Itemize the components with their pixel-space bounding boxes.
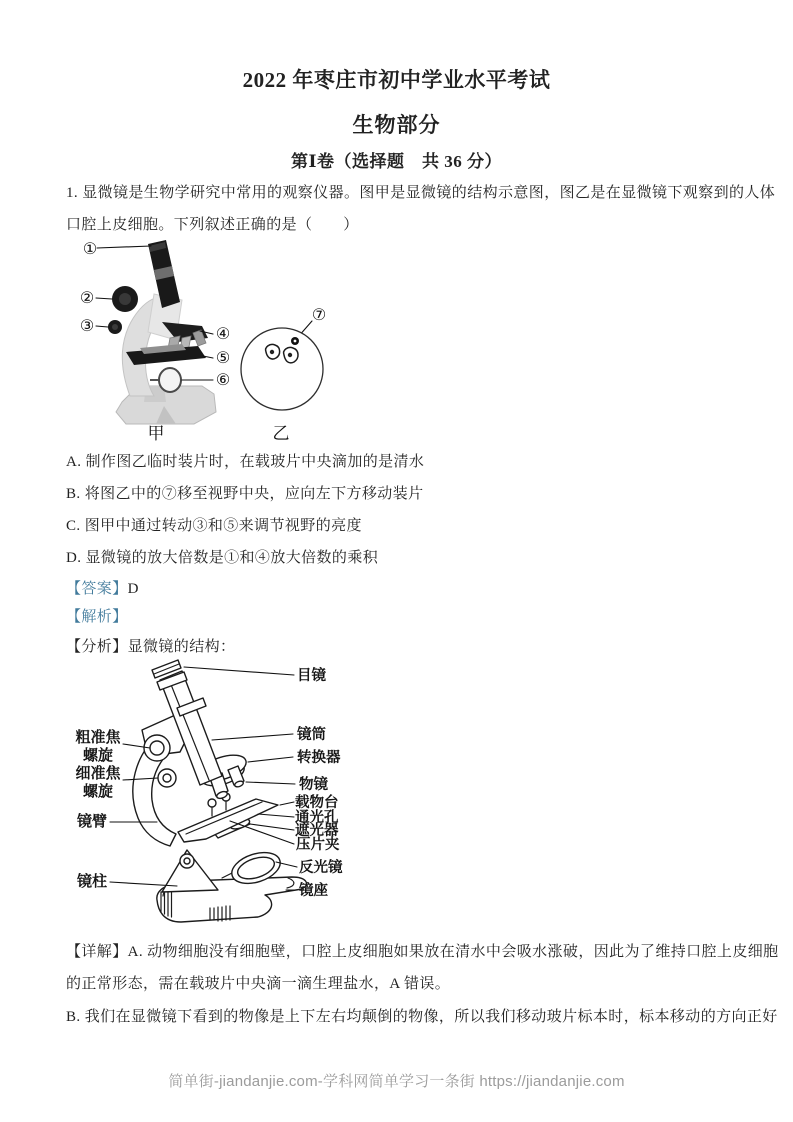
answer-line bbox=[66, 577, 728, 598]
label-coarse-focus-line1: 粗准焦 bbox=[75, 730, 121, 746]
label-eyepiece: 目镜 bbox=[297, 668, 326, 684]
option-a: A. 制作图乙临时装片时，在载玻片中央滴加的是清水 bbox=[66, 454, 425, 470]
microscope-line-art bbox=[133, 660, 307, 922]
question-text-line1: 1. 显微镜是生物学研究中常用的观察仪器。图甲是显微镜的结构示意图，图乙是在显微镜下观察到的人体 bbox=[66, 185, 776, 201]
label-pillar: 镜柱 bbox=[76, 874, 108, 890]
label-nosepiece: 转换器 bbox=[297, 750, 341, 766]
label-stage: 载物台 bbox=[295, 795, 339, 811]
label-arm: 镜臂 bbox=[76, 814, 108, 830]
option-c: C. 图甲中通过转动③和⑤来调节视野的亮度 bbox=[66, 518, 362, 534]
caption-yi: 乙 bbox=[272, 424, 290, 443]
explanation-bracket: 【解析】 bbox=[66, 609, 128, 625]
field-of-view bbox=[241, 328, 323, 410]
label-tube: 镜筒 bbox=[297, 727, 326, 743]
option-d: D. 显微镜的放大倍数是①和④放大倍数的乘积 bbox=[66, 550, 379, 566]
callout-5-stage: ⑤ bbox=[215, 350, 231, 367]
option-b: B. 将图乙中的⑦移至视野中央，应向左下方移动装片 bbox=[66, 486, 424, 502]
figure-microscope-photo bbox=[60, 236, 400, 444]
detail-line3: B. 我们在显微镜下看到的物像是上下左右均颠倒的物像，所以我们移动玻片标本时，标本移动的方向正好 bbox=[66, 1009, 778, 1025]
answer-bracket: 【答案】 bbox=[66, 581, 128, 597]
microscope-photo bbox=[108, 240, 216, 424]
page-subtitle: 生物部分 bbox=[352, 113, 441, 137]
label-base: 镜座 bbox=[299, 883, 328, 899]
caption-jia: 甲 bbox=[147, 424, 165, 443]
explanation-line bbox=[66, 605, 728, 626]
label-stage-clips: 压片夹 bbox=[296, 837, 340, 853]
analysis-bracket: 【分析】 bbox=[66, 639, 128, 655]
analysis-line bbox=[66, 635, 728, 656]
detail-line1: 【详解】A. 动物细胞没有细胞壁，口腔上皮细胞如果放在清水中会吸水涨破，因此为了维持口腔上皮细胞 bbox=[66, 944, 779, 960]
label-diaphragm: 遮光器 bbox=[295, 823, 339, 839]
footer-site-text: 简单街-jiandanjie.com-学科网简单学习一条街 https://jiandanjie.com bbox=[168, 1073, 625, 1090]
callout-3-fine-knob: ③ bbox=[79, 318, 95, 335]
callout-7-bubble: ⑦ bbox=[311, 307, 327, 324]
label-aperture: 通光孔 bbox=[295, 810, 339, 826]
label-fine-focus-line1: 细准焦 bbox=[75, 766, 121, 782]
label-mirror: 反光镜 bbox=[299, 860, 343, 876]
callout-2-coarse-knob: ② bbox=[79, 290, 95, 307]
callout-1-eyepiece: ① bbox=[82, 241, 98, 258]
label-coarse-focus-line2: 螺旋 bbox=[82, 748, 114, 764]
page-title: 2022 年枣庄市初中学业水平考试 bbox=[242, 68, 551, 92]
answer-value: D bbox=[127, 581, 139, 597]
callout-4-objective: ④ bbox=[215, 326, 231, 343]
label-fine-focus-line2: 螺旋 bbox=[82, 784, 114, 800]
detail-line2: 的正常形态，需在载玻片中央滴一滴生理盐水，A 错误。 bbox=[66, 976, 451, 992]
analysis-text: 显微镜的结构： bbox=[127, 639, 236, 655]
label-objective: 物镜 bbox=[299, 777, 328, 793]
figure-microscope-diagram bbox=[60, 656, 420, 944]
question-text-line2: 口腔上皮细胞。下列叙述正确的是（ ） bbox=[66, 217, 359, 233]
callout-6-mirror: ⑥ bbox=[215, 372, 231, 389]
section-heading: 第Ⅰ卷（选择题 共 36 分） bbox=[291, 152, 502, 171]
